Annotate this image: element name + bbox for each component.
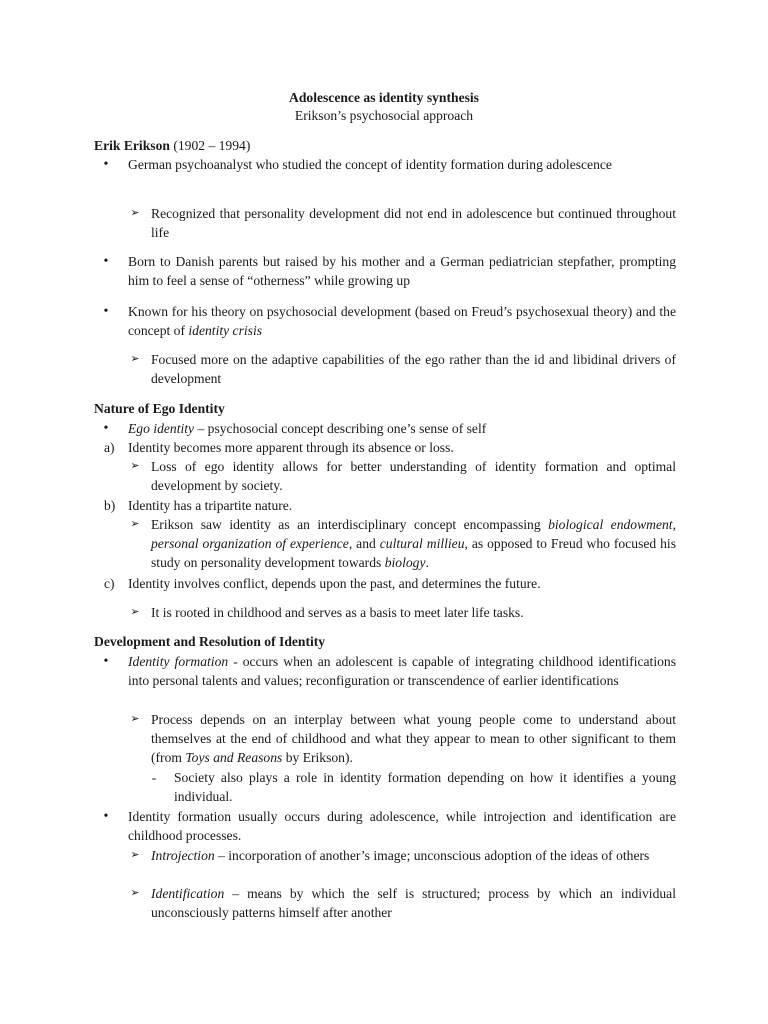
bullet-icon: • [103,421,109,436]
dash-bullet-icon: - [151,770,157,785]
section-heading-development: Development and Resolution of Identity [94,634,326,649]
document-page: Adolescence as identity synthesis Erikson’s psychosocial approach Erik Erikson (1902 – 1994) • German psychoanalyst who studied the concept of identity formation during adolescence ➢ Recognized that personality development did not end in adolescence but continued throughout life • Born to Danish parents but raised by his mother and a German pediatrician stepfather, prompting him to feel a sense of “otherness” while growing up • Known for his theory on psychosocial development (based on Freud’s psychosexual theory) and the concept of identity crisis ➢ Focused more on the adaptive capabilities of the ego rather than the id and libidinal drivers of development Nature of Ego Identity • Ego identity – psychosocial concept describing one’s sense of self a) Identity becomes more apparent through its absence or loss. ➢ Loss of ego identity allows for better understanding of identity formation and optimal development by society. b) Identity has a tripartite nature. ➢ Erikson saw identity as an interdisciplinary concept encompassing biological endowment, personal organization of experience, and cultural millieu, as opposed to Freud who focused his study on personality development towards biology. c) Identity involves conflict, depends upon the past, and determines the future. ➢ It is rooted in childhood and serves as a basis to meet later life tasks. Development and Resolution of Identity • Identity formation - occurs when an adolescent is capable of integrating childhood identifications into personal talents and values; reconfiguration or transcendence of earlier identifications ➢ Process depends on an interplay between what young people come to understand about themselves at the end of childhood and what they appear to mean to other significant to them (from Toys and Reasons by Erikson). - Society also plays a role in identity formation depending on how it identifies a young individual. • Identity formation usually occurs during adolescence, while introjection and identification are childhood processes. ➢ Introjection – incorporation of another’s image; unconscious adoption of the ideas of others ➢ Identification – means by which the self is structured; process by which an individual unconsciously patterns himself after another [0,0,768,1024]
arrow-bullet-icon: ➢ [130,353,140,365]
document-title: Adolescence as identity synthesis [289,90,479,105]
erikson-dates: (1902 – 1994) [173,138,251,153]
section-heading-erikson: Erik Erikson (1902 – 1994) [94,138,251,153]
arrow-bullet-icon: ➢ [130,460,140,472]
arrow-bullet-icon: ➢ [130,713,140,725]
arrow-bullet-icon: ➢ [130,887,140,899]
list-letter: a) [104,440,115,455]
section-heading-nature: Nature of Ego Identity [94,401,225,416]
bullet-icon: • [103,809,109,824]
bullet-icon: • [103,654,109,669]
bullet-icon: • [103,304,109,319]
bullet-icon: • [103,157,109,172]
list-letter: c) [104,576,115,591]
arrow-bullet-icon: ➢ [130,606,140,618]
document-subtitle: Erikson’s psychosocial approach [294,108,474,123]
list-letter: b) [104,498,116,513]
bullet-icon: • [103,254,109,269]
arrow-bullet-icon: ➢ [130,849,140,861]
arrow-bullet-icon: ➢ [130,518,140,530]
arrow-bullet-icon: ➢ [130,207,140,219]
